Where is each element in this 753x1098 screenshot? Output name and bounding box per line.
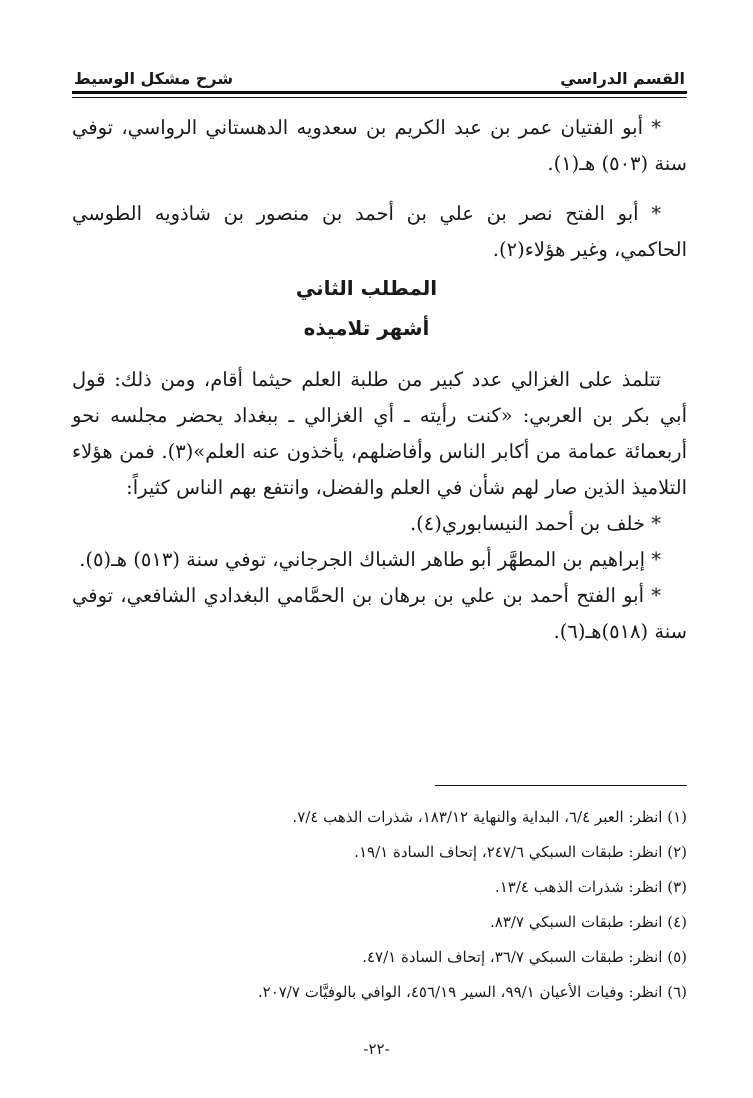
footnote-item: (٤) انظر: طبقات السبكي ٨٣/٧.	[489, 913, 687, 931]
footnote-item: (٥) انظر: طبقات السبكي ٣٦/٧، إتحاف السادة ٤٧/١.	[362, 948, 687, 966]
paragraph-student-1: * أبو الفتيان عمر بن عبد الكريم بن سعدويه الدهستاني الرواسي، توفي سنة (٥٠٣) هـ(١).	[72, 116, 687, 175]
footnote-item: (٢) انظر: طبقات السبكي ٢٤٧/٦، إتحاف السادة ١٩/١.	[354, 843, 687, 861]
paragraph-student-5: * أبو الفتح أحمد بن علي بن برهان بن الحمَّامي البغدادي الشافعي، توفي سنة (٥١٨)هـ(٦).	[72, 584, 687, 643]
section-heading: المطلب الثاني	[295, 276, 438, 300]
header-rule-thick	[72, 91, 687, 94]
header-rule-thin	[72, 97, 687, 98]
footnote-item: (٦) انظر: وفيات الأعيان ٩٩/١، السير ٤٥٦/١٩، الوافي بالوفيَّات ٢٠٧/٧.	[257, 983, 687, 1001]
header-section-title: القسم الدراسي	[560, 69, 685, 88]
paragraph-student-3: * خلف بن أحمد النيسابوري(٤).	[409, 512, 661, 535]
main-text	[72, 110, 687, 650]
paragraph-student-4: * إبراهيم بن المطهَّر أبو طاهر الشباك الجرجاني، توفي سنة (٥١٣) هـ(٥).	[79, 548, 661, 571]
paragraph-student-2: * أبو الفتح نصر بن علي بن أحمد بن منصور بن شاذويه الطوسي الحاكمي، وغير هؤلاء(٢).	[72, 202, 687, 261]
running-header	[74, 58, 685, 88]
footnote-separator	[435, 785, 687, 786]
footnotes	[72, 800, 687, 1010]
paragraph-intro: تتلمذ على الغزالي عدد كبير من طلبة العلم حيثما أقام، ومن ذلك: قول أبي بكر بن العربي: «كنت رأيته ـ أي الغزالي ـ ببغداد يحضر مجلسه نحو أربعمائة عمامة من أكابر الناس وأفاضلهم، يأخذون عنه العلم»(٣). فمن هؤلاء التلاميذ الذين صار لهم شأن في العلم والفضل، وانتفع بهم الناس كثيراً:	[72, 368, 687, 499]
footnote-item: (١) انظر: العبر ٦/٤، البداية والنهاية ١٨٣/١٢، شذرات الذهب ٧/٤.	[292, 808, 687, 826]
footnote-item: (٣) انظر: شذرات الذهب ١٣/٤.	[494, 878, 687, 896]
header-book-title: شرح مشكل الوسيط	[74, 69, 234, 88]
section-subheading: أشهر تلاميذه	[303, 316, 430, 340]
page-number: -٢٢-	[363, 1040, 390, 1058]
